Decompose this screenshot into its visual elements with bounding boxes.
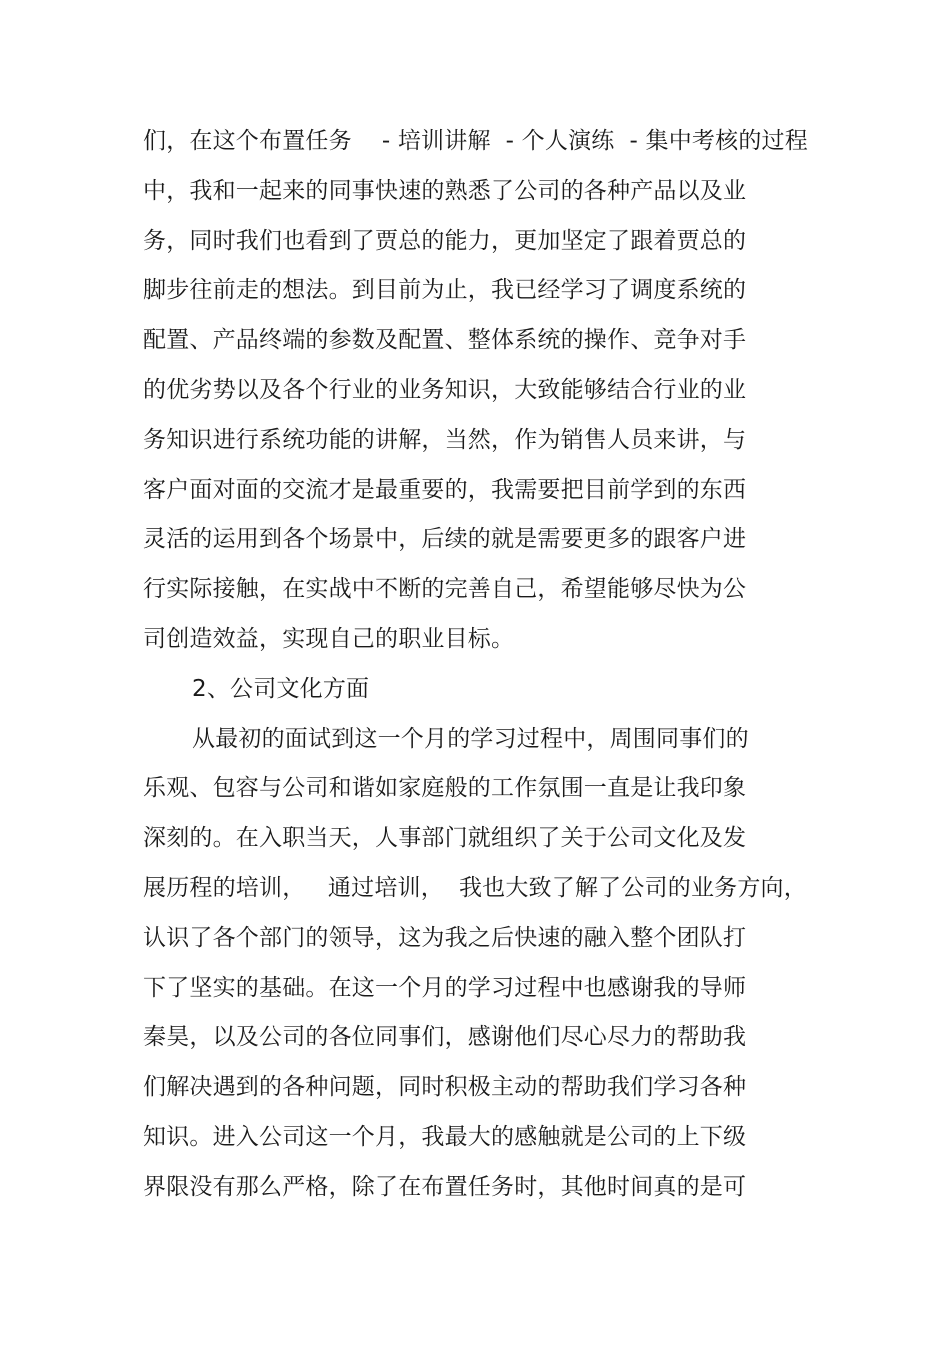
paragraph-line: 务知识进行系统功能的讲解，当然，作为销售人员来讲，与 (143, 426, 747, 453)
paragraph-line: 配置、产品终端的参数及配置、整体系统的操作、竞争对手 (143, 327, 747, 354)
paragraph-line: 灵活的运用到各个场景中，后续的就是需要更多的跟客户进 (143, 526, 747, 553)
paragraph-line: 务，同时我们也看到了贾总的能力，更加坚定了跟着贾总的 (143, 227, 747, 254)
paragraph-line: 展历程的培训， 通过培训， 我也大致了解了公司的业务方向， (143, 874, 807, 901)
paragraph-line: 秦昊，以及公司的各位同事们，感谢他们尽心尽力的帮助我 (143, 1024, 747, 1051)
section-heading: 2、公司文化方面 (192, 675, 370, 702)
paragraph-line: 深刻的。在入职当天，人事部门就组织了关于公司文化及发 (143, 825, 747, 852)
paragraph-line: 从最初的面试到这一个月的学习过程中，周围同事们的 (192, 725, 749, 752)
paragraph-line: 脚步往前走的想法。到目前为止，我已经学习了调度系统的 (143, 277, 747, 304)
paragraph-line: 下了坚实的基础。在这一个月的学习过程中也感谢我的导师 (143, 974, 747, 1001)
paragraph-line: 司创造效益，实现自己的职业目标。 (143, 625, 515, 652)
paragraph-line: 客户面对面的交流才是最重要的，我需要把目前学到的东西 (143, 476, 747, 503)
paragraph-line: 行实际接触，在实战中不断的完善自己，希望能够尽快为公 (143, 576, 747, 603)
paragraph-line: 界限没有那么严格，除了在布置任务时，其他时间真的是可 (143, 1173, 747, 1200)
paragraph-line: 知识。进入公司这一个月，我最大的感触就是公司的上下级 (143, 1123, 747, 1150)
paragraph-line: 们，在这个布置任务 - 培训讲解 - 个人演练 - 集中考核的过程 (143, 128, 808, 154)
paragraph-line: 的优劣势以及各个行业的业务知识，大致能够结合行业的业 (143, 376, 747, 403)
paragraph-line: 们解决遇到的各种问题，同时积极主动的帮助我们学习各种 (143, 1074, 747, 1101)
text-block (143, 117, 808, 1213)
paragraph-line: 中，我和一起来的同事快速的熟悉了公司的各种产品以及业 (143, 177, 747, 204)
paragraph-line: 乐观、包容与公司和谐如家庭般的工作氛围一直是让我印象 (143, 775, 747, 802)
paragraph-line: 认识了各个部门的领导，这为我之后快速的融入整个团队打 (143, 924, 747, 951)
